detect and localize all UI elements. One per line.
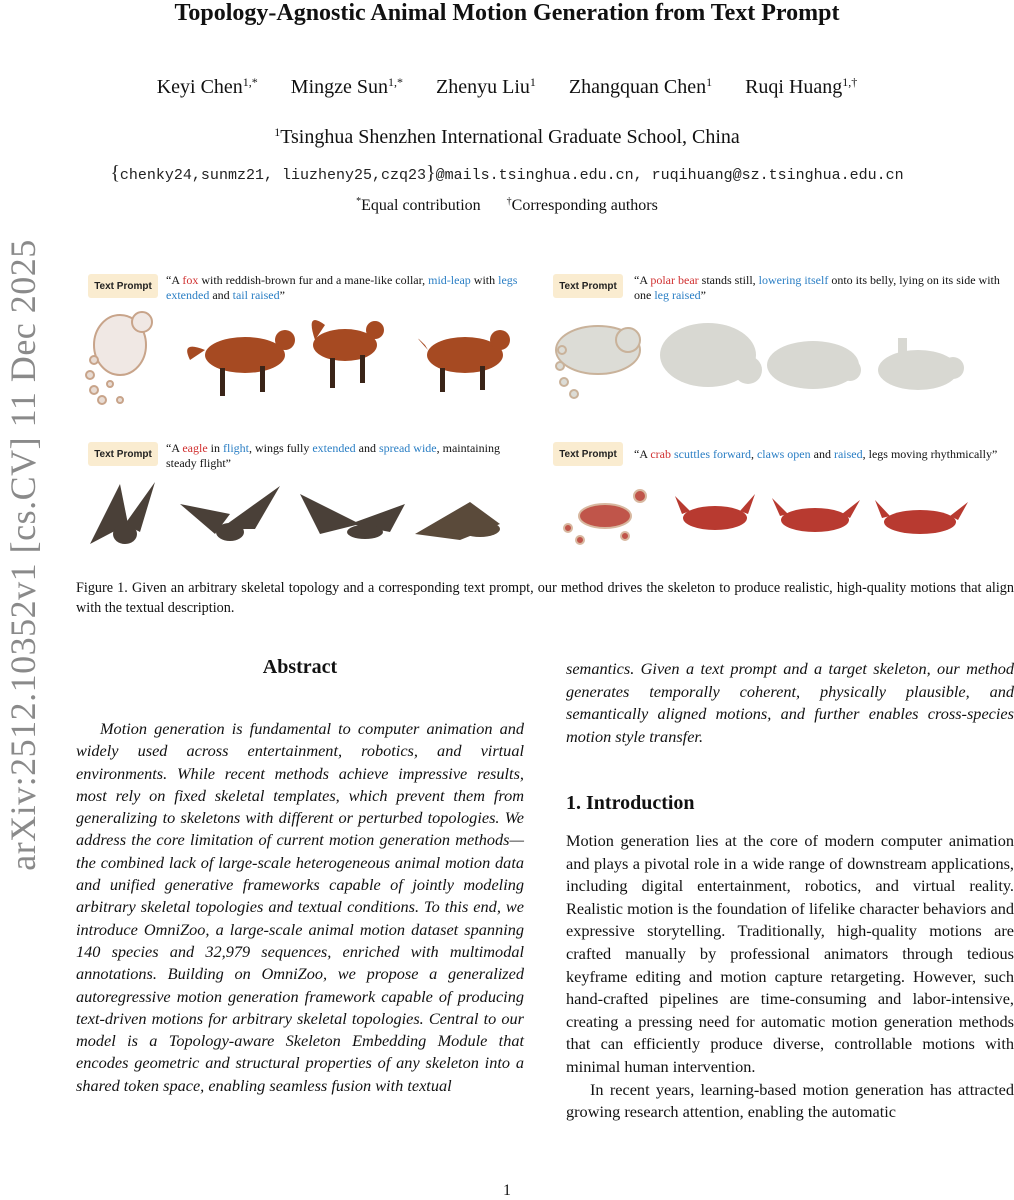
prompt-segment: tail raised — [232, 288, 280, 302]
prompt-segment: with — [470, 273, 499, 287]
bear-pose-1-icon — [660, 323, 762, 387]
crab-pose-1-icon — [675, 494, 755, 530]
fox-pose-1-icon — [187, 330, 295, 396]
arxiv-id: arXiv:2512.10352v1 [cs.CV] 11 Dec 2025 — [3, 239, 43, 871]
author: Zhenyu Liu$^1$ — [436, 75, 536, 98]
author-emails: {chenky24,sunmz21, liuzheny25,czq23}@mails.tsinghua.edu.cn, ruqihuang@sz.tsinghua.edu.cn — [110, 162, 904, 184]
prompt-segment: scuttles forward — [674, 447, 751, 461]
prompt-fox — [166, 273, 526, 303]
figure-caption: Figure 1. Given an arbitrary skeletal topology and a corresponding text prompt, our method drives the skeleton to produce realistic, high-quality motions that align with the textual description. — [76, 580, 1014, 616]
fox-pose-2-icon — [312, 320, 384, 388]
text-prompt-badge: Text Prompt — [88, 274, 158, 298]
prompt-segment: ” — [279, 288, 285, 302]
prompt-segment: onto its belly, lying on its side with one — [634, 273, 1000, 302]
fox-skeleton-icon — [86, 312, 152, 404]
prompt-polar-bear — [634, 273, 1006, 303]
polar-bear-motion-sequence — [548, 310, 1008, 400]
abstract-heading: Abstract — [262, 656, 338, 678]
prompt-segment: claws open — [756, 447, 811, 461]
prompt-segment: , — [750, 447, 757, 461]
affiliation: $^1$Tsinghua Shenzhen International Graduate School, China — [274, 125, 740, 148]
abstract-text: Motion generation is fundamental to computer animation and widely used across entertainment, robotics, and virtual environments. While recent methods achieve impressive results, most rely on fixed skeletal templates, which prevent them from generalizing to skeletons with different or perturbed topologies. We address the core limitation of current motion generation methods—the combined lack of large-scale heterogeneous animal motion data and unified generative frameworks capable of jointly modeling arbitrary skeletal topologies and textual conditions. To this end, we introduce OmniZoo, a large-scale animal motion dataset spanning 140 species and 32,979 sequences, enriched with multimodal annotations. Building on OmniZoo, we propose a generalized autoregressive motion generation framework capable of producing text-driven motions for arbitrary skeletal topologies. Central to our model is a Topology-aware Skeleton Embedding Module that encodes geometric and structural properties of any skeleton into a shared token space, enabling seamless fusion with textual — [76, 719, 524, 1095]
arxiv-stamp — [0, 210, 46, 900]
introduction-text — [566, 830, 1014, 1124]
prompt-segment: in — [207, 441, 223, 455]
prompt-segment: lowering itself — [758, 273, 829, 287]
prompt-segment: and — [209, 288, 233, 302]
text-prompt-badge: Text Prompt — [553, 274, 623, 298]
eagle-pose-4-icon — [415, 502, 500, 540]
eagle-pose-2-icon — [180, 486, 280, 541]
prompt-segment: and — [810, 447, 834, 461]
bear-pose-3-icon — [878, 338, 964, 390]
prompt-segment: polar bear — [650, 273, 699, 287]
prompt-segment: “A — [634, 447, 651, 461]
eagle-pose-3-icon — [300, 494, 405, 539]
eagle-pose-1-icon — [90, 482, 155, 544]
fox-pose-3-icon — [418, 330, 510, 392]
eagle-motion-sequence — [80, 474, 530, 550]
prompt-segment: “A — [166, 441, 183, 455]
page-number: 1 — [503, 1182, 511, 1199]
prompt-segment: , legs moving rhythmically” — [862, 447, 998, 461]
prompt-segment: flight — [223, 441, 249, 455]
paragraph: In recent years, learning-based motion generation has attracted growing research attention, enabling the automatic — [566, 1079, 1014, 1122]
author: Zhangquan Chen$^1$ — [568, 75, 713, 98]
bear-skeleton-icon — [556, 326, 640, 398]
prompt-segment: , wings fully — [249, 441, 313, 455]
bear-pose-2-icon — [767, 341, 861, 389]
crab-motion-sequence — [550, 486, 1010, 546]
author-notes: *Equal contribution †Corresponding authors — [356, 196, 658, 214]
paragraph: Motion generation lies at the core of modern computer animation and plays a pivotal role in a wide range of downstream applications, including digital entertainment, robotics, and virtual reality. Realistic motion is the foundation of lifelike character behaviors and expressive storytelling. Traditionally, high-quality motions are crafted manually by professional animators through tedious keyframe editing and motion capture retargeting. However, such hand-crafted pipelines are time-consuming and labor-intensive, creating a pressing need for automatic motion generation methods that can efficiently produce diverse, controllable motions with minimal human intervention. — [566, 831, 1014, 1076]
prompt-segment: and — [355, 441, 379, 455]
author-list — [0, 70, 1014, 99]
prompt-segment: spread wide — [378, 441, 437, 455]
crab-pose-2-icon — [772, 498, 860, 532]
prompt-crab — [634, 447, 1006, 462]
author: Keyi Chen$^{1,*}$ — [156, 75, 258, 98]
prompt-segment: with reddish-brown fur and a mane-like collar, — [198, 273, 429, 287]
prompt-segment: fox — [182, 273, 199, 287]
prompt-segment: raised — [833, 447, 863, 461]
author: Mingze Sun$^{1,*}$ — [290, 75, 404, 98]
prompt-segment: “A — [634, 273, 651, 287]
prompt-segment: “A — [166, 273, 183, 287]
prompt-segment: stands still, — [698, 273, 759, 287]
prompt-eagle — [166, 441, 511, 471]
prompt-segment: extended — [312, 441, 356, 455]
introduction-heading: 1. Introduction — [566, 792, 695, 814]
prompt-segment: crab — [650, 447, 671, 461]
text-prompt-badge: Text Prompt — [553, 442, 623, 466]
prompt-segment: , maintaining steady flight” — [166, 441, 500, 470]
prompt-segment: ” — [700, 288, 706, 302]
prompt-segment: leg raised — [654, 288, 701, 302]
prompt-segment: legs extended — [166, 273, 518, 302]
crab-pose-3-icon — [875, 500, 968, 534]
prompt-segment: eagle — [182, 441, 208, 455]
prompt-segment: mid-leap — [428, 273, 471, 287]
paper-title: Topology-Agnostic Animal Motion Generation from Text Prompt — [174, 0, 840, 26]
crab-skeleton-icon — [564, 490, 646, 544]
text-prompt-badge: Text Prompt — [88, 442, 158, 466]
abstract-text-continued: semantics. Given a text prompt and a target skeleton, our method generates temporally coherent, physically plausible, and semantically aligned motions, and further enables cross-species motion style transfer. — [566, 659, 1014, 746]
author: Ruqi Huang$^{1,\dagger}$ — [745, 75, 858, 98]
fox-motion-sequence — [80, 300, 530, 410]
